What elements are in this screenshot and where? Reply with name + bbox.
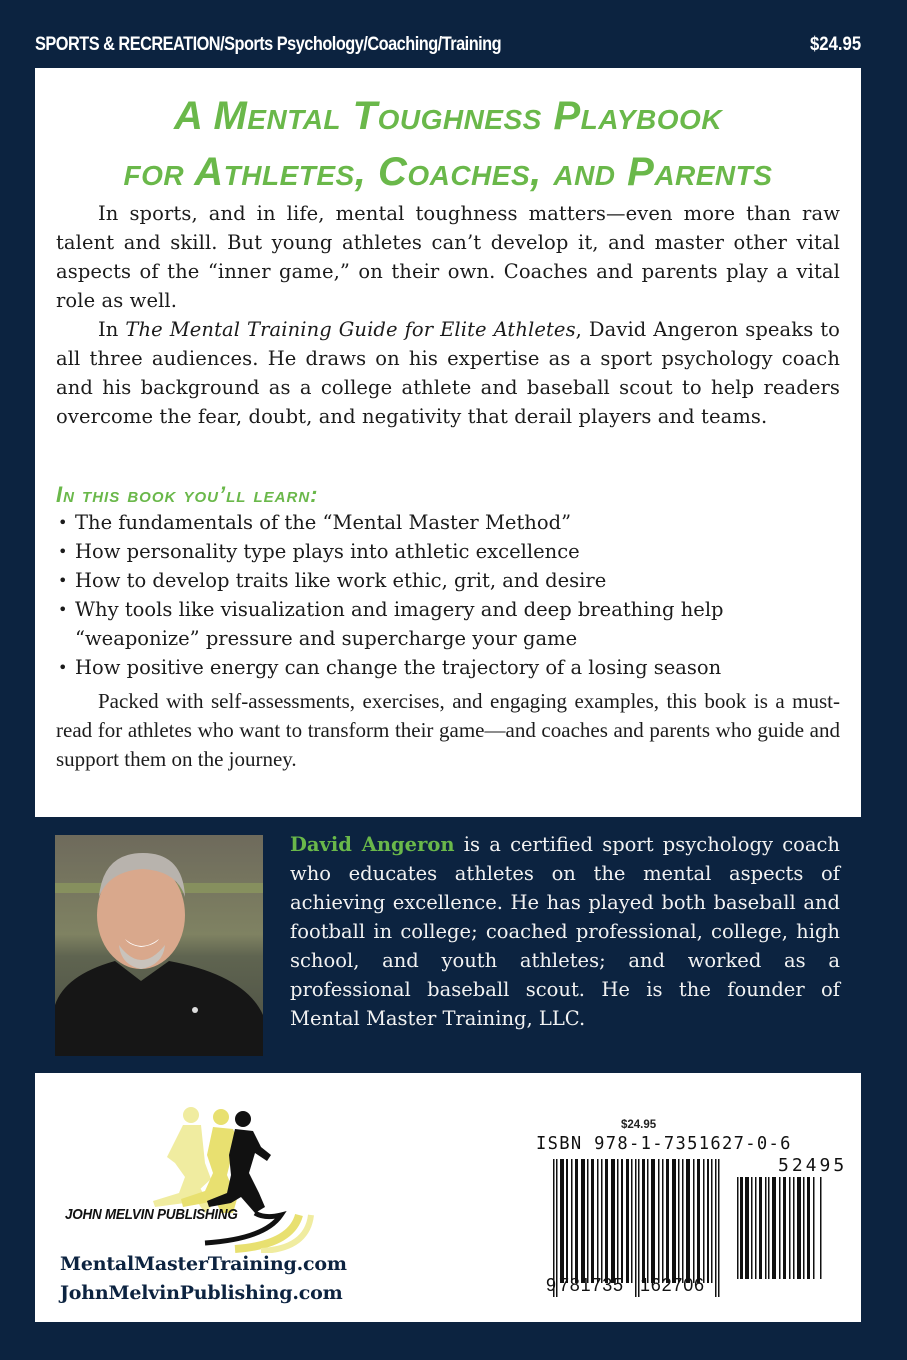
author-portrait-icon: [55, 835, 263, 1056]
intro-paragraph-1: In sports, and in life, mental toughness matters—even more than raw talent and skill. But young athletes can’t develop it, and master other vital aspects of the “inner game,” on their own. Coaches and parents play a vital role as well.: [56, 202, 840, 312]
list-item: • How personality type plays into athletic excellence: [56, 537, 840, 566]
list-item: • The fundamentals of the “Mental Master Method”: [56, 508, 840, 537]
list-item: • How positive energy can change the trajectory of a losing season: [56, 653, 840, 682]
learn-list: [56, 508, 840, 682]
para2-prefix: In: [98, 318, 126, 341]
closing-text: [56, 687, 840, 774]
category-header: [35, 30, 745, 64]
list-item: • How to develop traits like work ethic, grit, and desire: [56, 566, 840, 595]
intro-paragraph-2: [56, 315, 840, 431]
para2-rest: , David Angeron speaks to all three audiences. He draws on his expertise as a sport psychology coach and his background as a college athlete and baseball scout to help readers overcome the fear, doubt, and negativity that derail players and teams.: [56, 318, 840, 428]
ean-first-digit: 9: [546, 1275, 557, 1295]
book-title: The Mental Training Guide for Elite Athletes: [125, 318, 576, 341]
intro-text: [56, 199, 840, 431]
publisher-name: JOHN MELVIN PUBLISHING: [65, 1206, 238, 1223]
barcode-addon-digits: 52495: [778, 1155, 848, 1176]
publisher-logo: [55, 1103, 315, 1253]
learn-heading: In this book you’ll learn:: [56, 482, 319, 507]
list-item: • Why tools like visualization and imagery and deep breathing help “weaponize” pressure and supercharge your game: [56, 595, 840, 653]
url-mentalmastertraining[interactable]: MentalMasterTraining.com: [60, 1253, 347, 1275]
barcode-price: $24.95: [621, 1119, 657, 1131]
description-panel: [35, 68, 861, 817]
author-bio: [290, 830, 840, 1033]
closing-paragraph: Packed with self-assessments, exercises, and engaging examples, this book is a must-read for athletes who want to transform their game—and coaches and parents who guide and support them on the journey.: [56, 689, 840, 771]
headline-line-1: A Mental Toughness Playbook: [173, 94, 723, 138]
price-label: $24.95: [809, 34, 861, 55]
url-johnmelvinpublishing[interactable]: JohnMelvinPublishing.com: [60, 1282, 343, 1304]
author-photo: [55, 835, 263, 1056]
category-label: SPORTS & RECREATION/Sports Psychology/Coaching/Training: [35, 34, 502, 55]
headline: [35, 88, 861, 200]
author-name: David Angeron: [290, 833, 455, 856]
ean-left-digits: 781735: [559, 1275, 624, 1295]
runners-logo-icon: [55, 1103, 315, 1253]
author-bio-text: is a certified sport psychology coach who educates athletes on the mental aspects of achieving excellence. He has played both baseball and football in college; coached professional, college, high school, and youth athletes; and worked as a professional baseball scout. He is the founder of Mental Master Training, LLC.: [290, 833, 840, 1030]
ean-right-digits: 162706: [640, 1275, 705, 1295]
headline-line-2: for Athletes, Coaches, and Parents: [123, 150, 773, 194]
addon-barcode-icon: [737, 1177, 823, 1279]
publisher-panel: [35, 1073, 861, 1322]
isbn-label: ISBN 978-1-7351627-0-6: [536, 1133, 792, 1154]
